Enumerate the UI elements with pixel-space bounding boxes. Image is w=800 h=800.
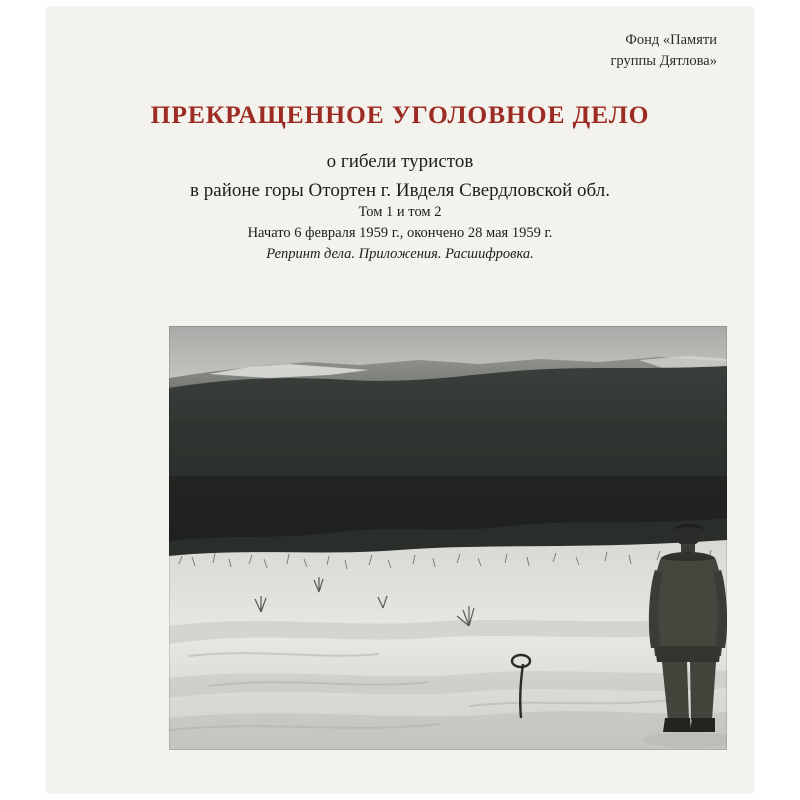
subtitle [47, 148, 753, 205]
cover-page [47, 8, 753, 792]
publisher-imprint [397, 30, 717, 72]
volume-label: Том 1 и том 2 [358, 204, 442, 220]
reprint-note: Репринт дела. Приложения. Расшифровка. [266, 246, 534, 262]
cover-photograph [169, 326, 727, 750]
photo-illustration [169, 326, 727, 750]
title-block [47, 100, 753, 205]
page-title: ПРЕКРАЩЕННОЕ УГОЛОВНОЕ ДЕЛО [150, 100, 650, 129]
case-dates: Начато 6 февраля 1959 г., окончено 28 мая 1959 г. [247, 225, 553, 241]
subtitle-line-2: в районе горы Отортен г. Ивделя Свердловской обл. [190, 179, 610, 201]
subtitle-line-1: о гибели туристов [326, 151, 474, 172]
publisher-line-2: группы Дятлова» [610, 53, 717, 70]
publication-meta [47, 204, 753, 263]
publisher-line-1: Фонд «Памяти [625, 32, 717, 48]
